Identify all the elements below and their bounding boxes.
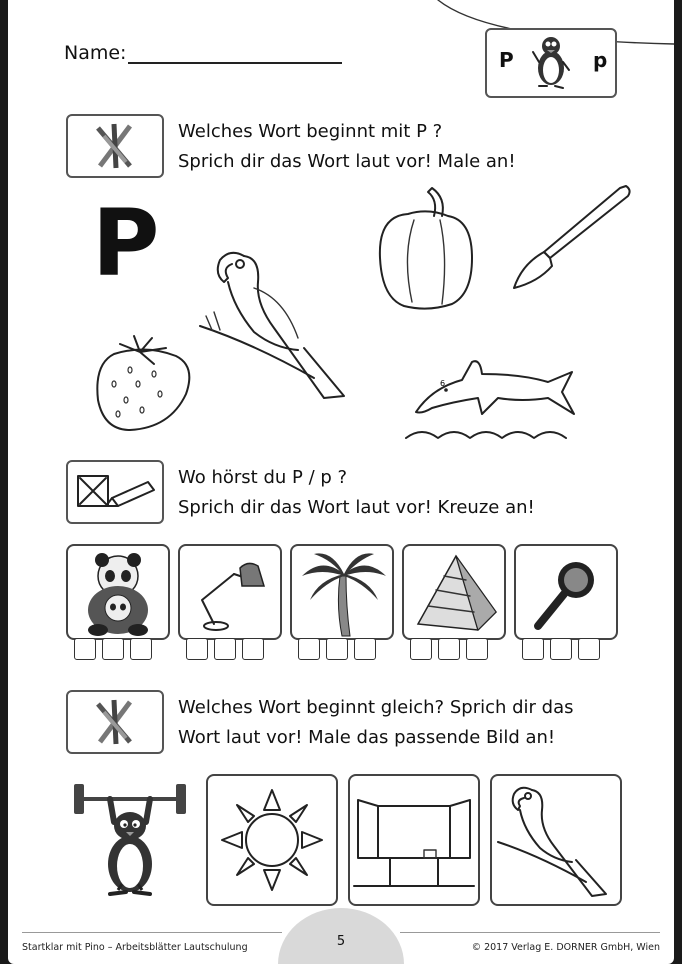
panda-icon — [68, 546, 168, 638]
crossed-pencils-icon — [68, 116, 162, 176]
checkbox-row-panda — [74, 638, 152, 660]
checkbox[interactable] — [298, 638, 320, 660]
task1-line1: Welches Wort beginnt mit P ? — [178, 121, 443, 142]
checkbox[interactable] — [74, 638, 96, 660]
strawberry-icon[interactable] — [90, 334, 200, 434]
checkbox[interactable] — [410, 638, 432, 660]
parrot-icon[interactable] — [194, 238, 374, 408]
crossed-pencils-icon — [68, 692, 162, 752]
penguin-icon — [529, 32, 573, 94]
footer-right-text: © 2017 Verlag E. DORNER GmbH, Wien — [471, 942, 660, 953]
task2-line2: Sprich dir das Wort laut vor! Kreuze an! — [178, 497, 535, 518]
card-panda — [66, 544, 170, 640]
footer-rule-left — [22, 932, 282, 933]
checkbox[interactable] — [130, 638, 152, 660]
task2-instruction — [178, 463, 535, 523]
checkbox[interactable] — [550, 638, 572, 660]
task1-instruction — [178, 117, 516, 177]
coloring-task-icon-box — [66, 114, 164, 178]
task3-line1: Welches Wort beginnt gleich? Sprich dir das — [178, 697, 574, 718]
checkbox[interactable] — [214, 638, 236, 660]
checkbox[interactable] — [578, 638, 600, 660]
task2-line1: Wo hörst du P / p ? — [178, 467, 348, 488]
letter-upper: P — [499, 48, 514, 72]
checkbox[interactable] — [522, 638, 544, 660]
frame-board[interactable] — [348, 774, 480, 906]
svg-text:6: 6 — [440, 379, 446, 388]
pyramid-icon — [404, 546, 504, 638]
frame-sun[interactable] — [206, 774, 338, 906]
checkbox[interactable] — [354, 638, 376, 660]
checkbox-row-pyramid — [410, 638, 488, 660]
board-icon — [350, 776, 478, 904]
checkbox[interactable] — [326, 638, 348, 660]
checkbox[interactable] — [102, 638, 124, 660]
card-lamp — [178, 544, 282, 640]
checkbox[interactable] — [242, 638, 264, 660]
checkbox-row-palm — [298, 638, 376, 660]
footer-rule-right — [400, 932, 660, 933]
worksheet-page — [8, 0, 674, 964]
card-pyramid — [402, 544, 506, 640]
card-palm — [290, 544, 394, 640]
magnifier-icon — [516, 546, 616, 638]
task3-line2: Wort laut vor! Male das passende Bild an! — [178, 727, 556, 748]
name-field[interactable] — [128, 62, 342, 64]
paintbrush-icon[interactable] — [508, 180, 638, 294]
checkbox[interactable] — [438, 638, 460, 660]
dolphin-icon[interactable] — [402, 322, 582, 446]
palm-icon — [292, 546, 392, 638]
big-letter-p: P — [92, 190, 160, 297]
lamp-icon — [180, 546, 280, 638]
matching-task-icon-box — [66, 690, 164, 754]
task3-instruction — [178, 693, 574, 753]
letter-box — [485, 28, 617, 98]
checkbox-row-magnifier — [522, 638, 600, 660]
name-label: Name: — [64, 42, 127, 64]
card-magnifier — [514, 544, 618, 640]
footer-left-text: Startklar mit Pino – Arbeitsblätter Lautschulung — [22, 942, 248, 953]
crossing-task-icon-box — [66, 460, 164, 524]
page-number: 5 — [336, 934, 346, 949]
penguin-weightlifter-icon — [70, 774, 190, 900]
checkbox-pencil-icon — [68, 462, 162, 522]
checkbox-row-lamp — [186, 638, 264, 660]
frame-parrot[interactable] — [490, 774, 622, 906]
parrot-icon — [492, 776, 620, 904]
pepper-icon[interactable] — [368, 186, 488, 316]
checkbox[interactable] — [466, 638, 488, 660]
checkbox[interactable] — [186, 638, 208, 660]
task1-line2: Sprich dir das Wort laut vor! Male an! — [178, 151, 516, 172]
sun-icon — [208, 776, 336, 904]
letter-lower: p — [593, 48, 608, 72]
